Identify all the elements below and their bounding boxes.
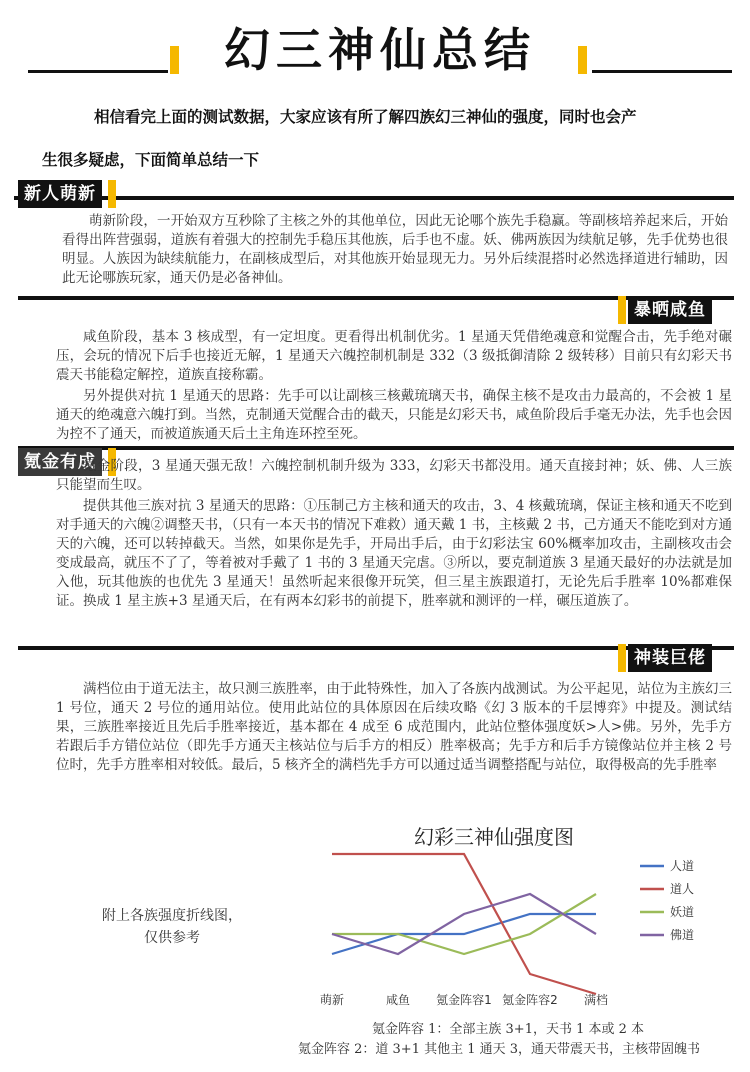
section-3-paragraph-2: 提供其他三族对抗 3 星通天的思路：①压制己方主核和通天的攻击，3、4 核戴琉璃，保证主核和通天不吃到对手通天的六魄②调整天书，（只有一本天书的情况下难救）通天戴 1 书，主核戴 2 书，己方通天不能吃到对方通天的六魄，还可以转掉截天。当然，如果你是先手，开局出手后，由于幻彩法宝 60%概率加攻击，主副核攻击会变成最高，就压不了了，等着被对手戴了 1 书的 3 星通天完虐。③所以，要克制道族 3 星通天最好的办法就是加入他，玩其他族的也优先 3 星通天！虽然听起来很像开玩笑，但三星主族跟道打，无论先后手胜率 10%都难保证。换成 1 星主族+3 星通天后，在有两本幻彩书的前提下，胜率就和测评的一样，碾压道族了。	[56, 498, 732, 609]
section-tag-4: 神装巨佬	[628, 644, 712, 672]
footnote-1: 氪金阵容 1：全部主族 3+1，天书 1 本或 2 本	[372, 1022, 645, 1037]
section-3-body	[56, 457, 732, 611]
x-tick-label: 氪金阵容2	[502, 993, 558, 1007]
section-3-paragraph-1: 氪金阶段，3 星通天强无敌！六魄控制机制升级为 333，幻彩天书都没用。通天直接封神；妖、佛、人三族只能望而生叹。	[56, 458, 732, 493]
section-tag-accent-1	[108, 180, 116, 208]
intro-line-2: 生很多疑虑，下面简单总结一下	[42, 151, 260, 169]
series-line-3	[332, 894, 596, 954]
section-rule-4	[18, 646, 734, 650]
strength-line-chart	[0, 808, 750, 1018]
chart-title: 幻彩三神仙强度图	[414, 825, 574, 849]
section-tag-1: 新人萌新	[18, 180, 102, 208]
footnote-2: 氪金阵容 2：道 3+1 其他主 1 通天 3，通天带震天书，主核带固魄书	[298, 1042, 701, 1057]
title-line-left	[28, 70, 168, 73]
series-line-1	[332, 854, 596, 994]
legend-label-1: 道人	[670, 882, 695, 896]
section-tag-accent-4	[618, 644, 626, 672]
x-tick-label: 萌新	[319, 993, 345, 1007]
section-1-body	[62, 212, 728, 288]
section-rule-3	[18, 446, 734, 450]
section-1-paragraph-1: 萌新阶段，一开始双方互秒除了主核之外的其他单位，因此无论哪个族先手稳赢。等副核培养起来后，开始看得出阵营强弱，道族有着强大的控制先手稳压其他族，后手也不虚。妖、佛两族因为续航足够，先手优势也很明显。人族因为缺续航能力，在副核成型后，对其他族开始显现无力。另外后续混搭时必然选择道进行辅助，因此无论哪族玩家，通天仍是必备神仙。	[62, 213, 728, 286]
x-tick-label: 咸鱼	[385, 993, 411, 1007]
section-tag-3: 氪金有成	[18, 448, 102, 476]
title-accent-left	[170, 46, 179, 74]
legend-label-3: 佛道	[670, 928, 695, 942]
chart-note: 附上各族强度折线图， 仅供参考	[102, 908, 242, 946]
section-2-body	[56, 328, 732, 444]
title-area	[0, 0, 750, 80]
intro-line-1: 相信看完上面的测试数据，大家应该有所了解四族幻三神仙的强度，同时也会产	[94, 108, 637, 126]
legend-label-2: 妖道	[670, 905, 695, 919]
title-line-right	[592, 70, 732, 73]
section-4-body	[56, 680, 732, 775]
intro	[42, 96, 728, 182]
x-tick-label: 满档	[583, 993, 609, 1007]
section-2-paragraph-1: 咸鱼阶段，基本 3 核成型，有一定坦度。更看得出机制优劣。1 星通天凭借绝魂意和觉醒合击，先手绝对碾压，会玩的情况下后手也接近无解，1 星通天六魄控制机制是 332（3 级抵御清除 2 级转移）目前只有幻彩天书震天书能稳定解控，道族直接称霸。	[56, 329, 732, 383]
section-tag-accent-2	[618, 296, 626, 324]
title-accent-right	[578, 46, 587, 74]
section-rule-2	[18, 296, 734, 300]
page-title: 幻三神仙总结	[224, 23, 536, 77]
x-tick-label: 氪金阵容1	[436, 993, 492, 1007]
legend-label-0: 人道	[670, 859, 695, 873]
section-tag-2: 暴晒咸鱼	[628, 296, 712, 324]
section-rule-1	[14, 196, 734, 200]
section-4-paragraph-1: 满档位由于道无法主，故只测三族胜率，由于此特殊性，加入了各族内战测试。为公平起见，站位为主族幻三 1 号位，通天 2 号位的通用站位。使用此站位的具体原因在后续攻略《幻 3 版本的千层博弈》中提及。测试结果，三族胜率接近且先后手胜率接近，基本都在 4 成至 6 成范围内，此站位整体强度妖>人>佛。另外，先手方若跟后手方错位站位（即先手方通天主核站位与后手方的相反）胜率极高；先手方和后手方镜像站位并主核 2 号位时，先手方胜率相对较低。最后，5 核齐全的满档先手方可以通过适当调整搭配与站位，取得极高的先手胜率	[56, 681, 732, 773]
section-2-paragraph-2: 另外提供对抗 1 星通天的思路：先手可以让副核三核戴琉璃天书，确保主核不是攻击力最高的，不会被 1 星通天的绝魂意六魄打到。当然，克制通天觉醒合击的截天，只能是幻彩天书，咸鱼阶段后手毫无办法，先手也会因为控不了通天，而被道族通天后土主角连环控至死。	[56, 388, 732, 442]
